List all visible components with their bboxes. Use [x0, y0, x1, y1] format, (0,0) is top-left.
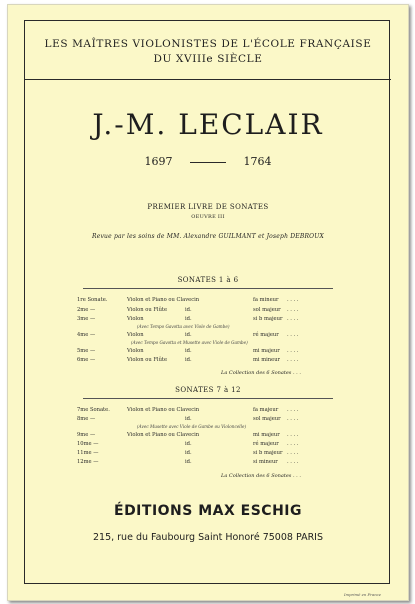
sonata-key: si b majeur — [253, 316, 283, 322]
sonata-number: 9me — — [77, 432, 96, 438]
sonata-key: fa majeur — [253, 407, 279, 413]
sonata-key: sol majeur — [253, 416, 281, 422]
sonata-number: 11me — — [77, 450, 99, 456]
sonata-instruments: Violon ou Flûte — [127, 357, 168, 363]
series-header — [25, 21, 391, 80]
score-cover — [7, 4, 409, 601]
dot-leader: . . . . — [287, 307, 299, 313]
sonata-row — [25, 416, 391, 424]
sonata-instruments: Violon et Piano ou Clavecin — [127, 297, 200, 303]
sonata-instruments: Violon et Piano ou Clavecin — [127, 432, 200, 438]
sonata-ditto: id. — [185, 307, 192, 313]
sonata-row — [25, 348, 391, 356]
sonata-number: 3me — — [77, 316, 96, 322]
sonata-number: 4me — — [77, 332, 96, 338]
work-opus: OEUVRE III — [191, 214, 225, 220]
sonata-instruments: Violon — [127, 316, 144, 322]
death-year: 1764 — [243, 155, 272, 168]
series-line-1: LES MAÎTRES VIOLONISTES DE L'ÉCOLE FRANÇAISE — [44, 38, 372, 50]
sonata-key: mi majeur — [253, 348, 280, 354]
sonata-row — [25, 316, 391, 324]
sonata-key: mi majeur — [253, 432, 280, 438]
sonata-number: 7me Sonate. — [77, 407, 110, 413]
sonata-ditto: id. — [185, 332, 192, 338]
section-rule-2 — [83, 398, 333, 399]
sonata-instruments: Violon ou Flûte — [127, 307, 168, 313]
section-rule-1 — [83, 288, 333, 289]
sonata-ditto: id. — [185, 316, 192, 322]
printed-in-france: Imprimé en France — [344, 592, 382, 597]
publisher-name: ÉDITIONS MAX ESCHIG — [114, 503, 302, 519]
sonata-ditto: id. — [185, 416, 192, 422]
sonata-key: ré majeur — [253, 441, 279, 447]
work-title: PREMIER LIVRE DE SONATES — [147, 203, 269, 211]
sonata-number: 12me — — [77, 459, 99, 465]
dot-leader: . . . . — [287, 416, 299, 422]
dot-leader: . . . . — [287, 459, 299, 465]
work-editors: Revue par les soins de MM. Alexandre GUILMANT et Joseph DEBROUX — [91, 233, 325, 240]
composer-dates — [25, 155, 391, 168]
sonata-row — [25, 357, 391, 365]
sonata-instruments: Violon — [127, 348, 144, 354]
dot-leader: . . . . — [287, 316, 299, 322]
collection-line: La Collection des 6 Sonates . . . — [221, 473, 301, 479]
dot-leader: . . . . — [287, 450, 299, 456]
sonata-ditto: id. — [185, 441, 192, 447]
composer-name: J.-M. LECLAIR — [92, 108, 324, 141]
sonata-row — [25, 459, 391, 467]
sonata-ditto: id. — [185, 450, 192, 456]
birth-year: 1697 — [144, 155, 173, 168]
dot-leader: . . . . — [287, 348, 299, 354]
section-heading-7-12: SONATES 7 à 12 — [175, 386, 241, 394]
sonata-row — [25, 297, 391, 305]
sonata-number: 10me — — [77, 441, 99, 447]
collection-label: La Collection des 6 Sonates — [221, 473, 292, 479]
sonata-row — [25, 307, 391, 315]
cover-frame — [24, 20, 390, 584]
collection-line: La Collection des 6 Sonates . . . — [221, 370, 301, 376]
collection-label: La Collection des 6 Sonates — [221, 370, 292, 376]
sonata-key: sol majeur — [253, 307, 281, 313]
dot-leader: . . . . — [287, 441, 299, 447]
sonata-key: si mineur — [253, 459, 278, 465]
sonata-number: 1re Sonate. — [77, 297, 108, 303]
dot-leader: . . . . — [287, 357, 299, 363]
publisher-address: 215, rue du Faubourg Saint Honoré 75008 PARIS — [92, 532, 324, 543]
section-heading-1-6: SONATES 1 à 6 — [177, 276, 239, 284]
sonata-key: fa mineur — [253, 297, 279, 303]
sonata-key: mi mineur — [253, 357, 281, 363]
sonata-number: 6me — — [77, 357, 96, 363]
sonata-row — [25, 332, 391, 340]
sonata-number: 2me — — [77, 307, 96, 313]
dot-leader: . . . . — [287, 407, 299, 413]
sonata-row — [25, 407, 391, 415]
sonata-row — [25, 450, 391, 458]
dot-leader: . . . . — [287, 297, 299, 303]
sonata-note: (Avec Tempo Gavotta avec Viole de Gambe) — [137, 324, 230, 329]
dot-leader: . . . . — [287, 332, 299, 338]
sonata-number: 5me — — [77, 348, 96, 354]
dot-leader: . . . . — [287, 432, 299, 438]
sonata-number: 8me — — [77, 416, 96, 422]
sonata-key: ré majeur — [253, 332, 279, 338]
sonata-ditto: id. — [185, 357, 192, 363]
sonata-key: si b majeur — [253, 450, 283, 456]
sonata-row — [25, 441, 391, 449]
series-line-2: DU XVIIIe SIÈCLE — [153, 53, 263, 65]
date-dash — [190, 162, 226, 163]
sonata-ditto: id. — [185, 348, 192, 354]
sonata-note: (Avec Musette avec Viole de Gambe ou Violoncelle) — [137, 424, 247, 429]
sonata-ditto: id. — [185, 459, 192, 465]
sonata-instruments: Violon et Piano ou Clavecin — [127, 407, 200, 413]
sonata-instruments: Violon — [127, 332, 144, 338]
sonata-note: (Avec Tempo Gavotta et Musette avec Viole de Gambe) — [131, 340, 248, 345]
sonata-row — [25, 432, 391, 440]
